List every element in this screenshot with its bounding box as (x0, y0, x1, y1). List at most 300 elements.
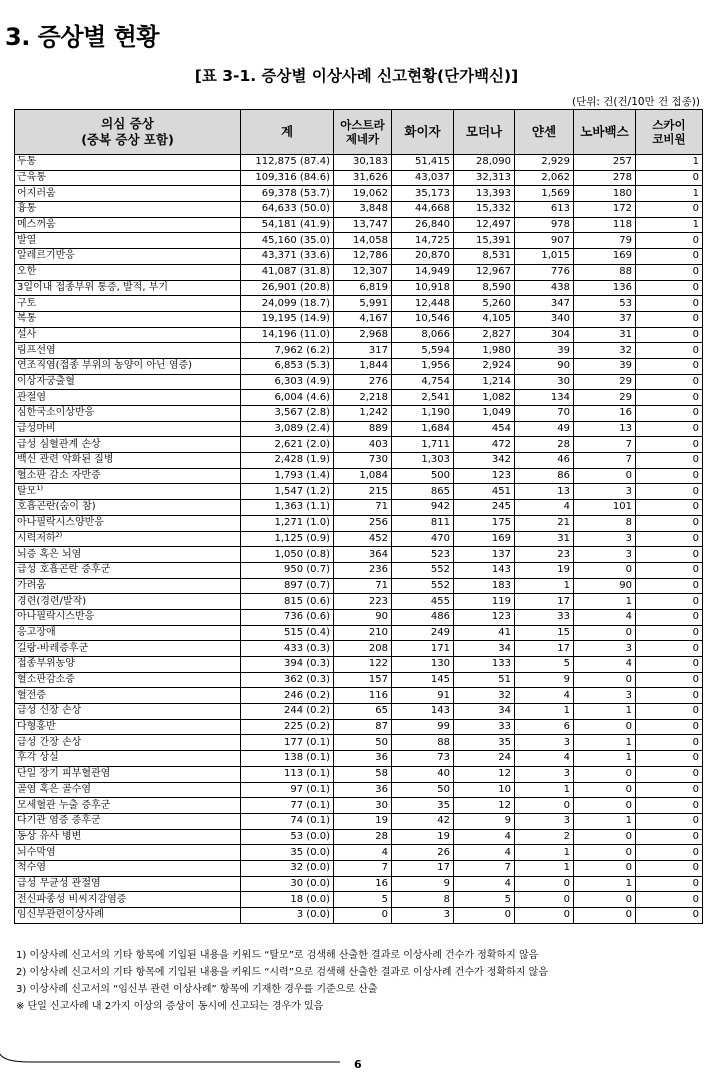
table-row (15, 735, 703, 751)
cell-symptom (15, 186, 241, 202)
cell-novavax: 39 (574, 358, 636, 374)
cell-moderna: 137 (454, 547, 515, 563)
cell-pfizer: 470 (392, 531, 454, 547)
cell-janssen: 70 (515, 406, 574, 422)
cell-astrazeneca: 5 (334, 892, 392, 908)
symptom-label: 뇌증 혹은 뇌염 (17, 548, 82, 560)
cell-pfizer: 12,448 (392, 296, 454, 312)
cell-janssen: 1 (515, 578, 574, 594)
header-total: 계 (241, 110, 334, 155)
symptom-label: 급성 심혈관계 손상 (17, 438, 101, 450)
cell-pfizer: 51,415 (392, 155, 454, 171)
cell-novavax: 1 (574, 751, 636, 767)
cell-janssen: 2 (515, 829, 574, 845)
cell-symptom (15, 782, 241, 798)
table-row (15, 562, 703, 578)
cell-astrazeneca: 4,167 (334, 311, 392, 327)
cell-moderna: 8,590 (454, 280, 515, 296)
footnote-3: 3) 이상사례 신고서의 “임신부 관련 이상사례” 항목에 기재한 경우를 기준으로 산출 (16, 984, 378, 995)
cell-pfizer: 552 (392, 578, 454, 594)
table-row (15, 170, 703, 186)
cell-novavax: 7 (574, 437, 636, 453)
cell-symptom (15, 751, 241, 767)
cell-novavax: 79 (574, 233, 636, 249)
cell-symptom (15, 908, 241, 924)
cell-novavax: 53 (574, 296, 636, 312)
cell-moderna: 34 (454, 704, 515, 720)
symptom-label: 경련(경련/발작) (17, 595, 87, 607)
footnote-2: 2) 이상사례 신고서의 기타 항목에 기입된 내용을 키워드 “시력”으로 검색해 산출한 결과로 이상사례 건수가 정확하지 않음 (16, 967, 548, 978)
cell-janssen: 1,569 (515, 186, 574, 202)
table-row (15, 829, 703, 845)
cell-moderna: 4,105 (454, 311, 515, 327)
cell-moderna: 32,313 (454, 170, 515, 186)
cell-total: 897 (0.7) (241, 578, 334, 594)
cell-pfizer: 2,541 (392, 390, 454, 406)
symptom-label: 어지러움 (17, 187, 56, 199)
cell-pfizer: 50 (392, 782, 454, 798)
cell-total: 177 (0.1) (241, 735, 334, 751)
cell-total: 30 (0.0) (241, 876, 334, 892)
symptom-label: 탈모 (17, 485, 37, 497)
cell-janssen: 31 (515, 531, 574, 547)
table-header-row (15, 110, 703, 155)
cell-symptom (15, 249, 241, 265)
cell-pfizer: 35 (392, 798, 454, 814)
cell-skycovione: 1 (636, 186, 703, 202)
header-skycovione (636, 110, 703, 155)
cell-astrazeneca: 223 (334, 594, 392, 610)
cell-skycovione: 0 (636, 484, 703, 500)
symptom-label: 메스꺼움 (17, 219, 56, 231)
cell-symptom (15, 311, 241, 327)
table-row (15, 155, 703, 171)
table-row (15, 845, 703, 861)
cell-astrazeneca: 1,084 (334, 468, 392, 484)
cell-symptom (15, 704, 241, 720)
cell-janssen: 3 (515, 735, 574, 751)
cell-astrazeneca: 256 (334, 515, 392, 531)
cell-total: 1,271 (1.0) (241, 515, 334, 531)
cell-moderna: 51 (454, 672, 515, 688)
cell-pfizer: 14,949 (392, 264, 454, 280)
cell-skycovione: 0 (636, 688, 703, 704)
cell-janssen: 347 (515, 296, 574, 312)
cell-novavax: 37 (574, 311, 636, 327)
cell-skycovione: 0 (636, 578, 703, 594)
cell-janssen: 19 (515, 562, 574, 578)
cell-janssen: 13 (515, 484, 574, 500)
table-row (15, 390, 703, 406)
table-row (15, 311, 703, 327)
symptom-label: 발열 (17, 234, 37, 246)
cell-moderna: 24 (454, 751, 515, 767)
cell-pfizer: 4,754 (392, 374, 454, 390)
cell-total: 97 (0.1) (241, 782, 334, 798)
cell-pfizer: 35,173 (392, 186, 454, 202)
cell-symptom (15, 202, 241, 218)
footnote-ref: 1) (36, 483, 43, 492)
cell-total: 14,196 (11.0) (241, 327, 334, 343)
cell-novavax: 3 (574, 547, 636, 563)
header-janssen: 얀센 (515, 110, 574, 155)
table-row (15, 892, 703, 908)
cell-janssen: 1,015 (515, 249, 574, 265)
symptom-label: 모세혈관 누출 증후군 (17, 799, 111, 811)
cell-total: 2,621 (2.0) (241, 437, 334, 453)
table-row (15, 343, 703, 359)
table-row (15, 374, 703, 390)
cell-novavax: 16 (574, 406, 636, 422)
cell-symptom (15, 735, 241, 751)
cell-pfizer: 44,668 (392, 202, 454, 218)
cell-pfizer: 5,594 (392, 343, 454, 359)
cell-janssen: 3 (515, 813, 574, 829)
cell-astrazeneca: 364 (334, 547, 392, 563)
cell-pfizer: 523 (392, 547, 454, 563)
cell-astrazeneca: 16 (334, 876, 392, 892)
cell-moderna: 33 (454, 719, 515, 735)
cell-pfizer: 552 (392, 562, 454, 578)
cell-pfizer: 26,840 (392, 217, 454, 233)
cell-novavax: 0 (574, 672, 636, 688)
cell-janssen: 4 (515, 751, 574, 767)
cell-symptom (15, 421, 241, 437)
cell-janssen: 86 (515, 468, 574, 484)
cell-astrazeneca: 122 (334, 657, 392, 673)
header-symptom-line1: 의심 증상 (101, 116, 154, 131)
cell-symptom (15, 343, 241, 359)
cell-skycovione: 0 (636, 170, 703, 186)
cell-total: 112,875 (87.4) (241, 155, 334, 171)
cell-symptom (15, 719, 241, 735)
cell-skycovione: 0 (636, 845, 703, 861)
cell-total: 3 (0.0) (241, 908, 334, 924)
cell-skycovione: 0 (636, 468, 703, 484)
cell-novavax: 7 (574, 453, 636, 469)
cell-skycovione: 0 (636, 358, 703, 374)
cell-moderna: 472 (454, 437, 515, 453)
cell-skycovione: 0 (636, 657, 703, 673)
symptom-table (14, 109, 703, 924)
cell-novavax: 8 (574, 515, 636, 531)
cell-pfizer: 88 (392, 735, 454, 751)
cell-janssen: 134 (515, 390, 574, 406)
cell-symptom (15, 798, 241, 814)
cell-skycovione: 0 (636, 500, 703, 516)
cell-total: 1,793 (1.4) (241, 468, 334, 484)
cell-janssen: 49 (515, 421, 574, 437)
cell-pfizer: 455 (392, 594, 454, 610)
symptom-label: 호흡곤란(숨이 참) (17, 501, 96, 513)
cell-astrazeneca: 452 (334, 531, 392, 547)
cell-symptom (15, 170, 241, 186)
table-row (15, 672, 703, 688)
cell-pfizer: 9 (392, 876, 454, 892)
cell-astrazeneca: 276 (334, 374, 392, 390)
cell-moderna: 4 (454, 876, 515, 892)
cell-astrazeneca: 90 (334, 609, 392, 625)
table-row (15, 264, 703, 280)
cell-moderna: 175 (454, 515, 515, 531)
cell-skycovione: 0 (636, 860, 703, 876)
table-row (15, 657, 703, 673)
cell-astrazeneca: 4 (334, 845, 392, 861)
cell-pfizer: 73 (392, 751, 454, 767)
header-moderna: 모더나 (454, 110, 515, 155)
table-row (15, 468, 703, 484)
cell-astrazeneca: 215 (334, 484, 392, 500)
cell-moderna: 12 (454, 798, 515, 814)
cell-moderna: 143 (454, 562, 515, 578)
cell-novavax: 31 (574, 327, 636, 343)
cell-novavax: 29 (574, 390, 636, 406)
cell-janssen: 438 (515, 280, 574, 296)
cell-pfizer: 500 (392, 468, 454, 484)
cell-skycovione: 0 (636, 562, 703, 578)
cell-astrazeneca: 1,242 (334, 406, 392, 422)
cell-skycovione: 0 (636, 374, 703, 390)
cell-skycovione: 0 (636, 594, 703, 610)
cell-janssen: 17 (515, 594, 574, 610)
symptom-label: 후각 상실 (17, 752, 59, 764)
cell-skycovione: 0 (636, 641, 703, 657)
symptom-label: 시력저하 (17, 532, 56, 544)
table-row (15, 186, 703, 202)
cell-pfizer: 1,711 (392, 437, 454, 453)
cell-total: 138 (0.1) (241, 751, 334, 767)
cell-astrazeneca: 50 (334, 735, 392, 751)
cell-moderna: 12,967 (454, 264, 515, 280)
cell-moderna: 8,531 (454, 249, 515, 265)
cell-moderna: 34 (454, 641, 515, 657)
cell-total: 225 (0.2) (241, 719, 334, 735)
cell-janssen: 21 (515, 515, 574, 531)
table-row (15, 876, 703, 892)
symptom-label: 전신파종성 비씨지감염증 (17, 893, 127, 905)
cell-novavax: 29 (574, 374, 636, 390)
cell-janssen: 0 (515, 798, 574, 814)
cell-janssen: 17 (515, 641, 574, 657)
cell-novavax: 278 (574, 170, 636, 186)
cell-janssen: 2,062 (515, 170, 574, 186)
cell-astrazeneca: 0 (334, 908, 392, 924)
cell-moderna: 13,393 (454, 186, 515, 202)
cell-skycovione: 0 (636, 249, 703, 265)
table-row (15, 798, 703, 814)
cell-janssen: 340 (515, 311, 574, 327)
cell-janssen: 1 (515, 704, 574, 720)
cell-pfizer: 3 (392, 908, 454, 924)
cell-astrazeneca: 210 (334, 625, 392, 641)
cell-total: 19,195 (14.9) (241, 311, 334, 327)
cell-skycovione: 0 (636, 453, 703, 469)
cell-novavax: 0 (574, 845, 636, 861)
symptom-label: 응고장애 (17, 626, 56, 638)
cell-janssen: 90 (515, 358, 574, 374)
symptom-label: 단일 장기 피부혈관염 (17, 768, 111, 780)
cell-symptom (15, 609, 241, 625)
table-row (15, 233, 703, 249)
cell-moderna: 12,497 (454, 217, 515, 233)
cell-total: 109,316 (84.6) (241, 170, 334, 186)
cell-symptom (15, 829, 241, 845)
cell-total: 515 (0.4) (241, 625, 334, 641)
cell-novavax: 1 (574, 876, 636, 892)
symptom-label: 아나필락시스반응 (17, 611, 95, 623)
cell-janssen: 1 (515, 860, 574, 876)
cell-janssen: 0 (515, 892, 574, 908)
cell-total: 2,428 (1.9) (241, 453, 334, 469)
table-row (15, 704, 703, 720)
cell-moderna: 1,049 (454, 406, 515, 422)
cell-janssen: 0 (515, 876, 574, 892)
cell-symptom (15, 625, 241, 641)
cell-pfizer: 1,684 (392, 421, 454, 437)
cell-total: 6,004 (4.6) (241, 390, 334, 406)
cell-novavax: 257 (574, 155, 636, 171)
cell-janssen: 39 (515, 343, 574, 359)
symptom-label: 길랑-바레증후군 (17, 642, 89, 654)
cell-skycovione: 0 (636, 327, 703, 343)
cell-skycovione: 1 (636, 217, 703, 233)
table-row (15, 421, 703, 437)
symptom-label: 흉통 (17, 203, 37, 215)
symptom-label: 급성 무균성 관절염 (17, 877, 101, 889)
cell-skycovione: 0 (636, 908, 703, 924)
cell-total: 815 (0.6) (241, 594, 334, 610)
cell-novavax: 136 (574, 280, 636, 296)
cell-total: 7,962 (6.2) (241, 343, 334, 359)
cell-novavax: 90 (574, 578, 636, 594)
cell-pfizer: 10,546 (392, 311, 454, 327)
cell-pfizer: 20,870 (392, 249, 454, 265)
header-symptom (15, 110, 241, 155)
cell-skycovione: 0 (636, 296, 703, 312)
symptom-label: 혈소판감소증 (17, 674, 75, 686)
cell-moderna: 28,090 (454, 155, 515, 171)
header-skycovione-line2: 코비원 (652, 132, 686, 146)
cell-pfizer: 811 (392, 515, 454, 531)
cell-pfizer: 91 (392, 688, 454, 704)
symptom-label: 두통 (17, 156, 37, 168)
symptom-label: 다형홍반 (17, 721, 56, 733)
cell-pfizer: 42 (392, 813, 454, 829)
cell-skycovione: 0 (636, 531, 703, 547)
table-row (15, 688, 703, 704)
cell-janssen: 4 (515, 500, 574, 516)
cell-pfizer: 10,918 (392, 280, 454, 296)
cell-total: 6,303 (4.9) (241, 374, 334, 390)
cell-novavax: 32 (574, 343, 636, 359)
cell-janssen: 304 (515, 327, 574, 343)
cell-moderna: 1,082 (454, 390, 515, 406)
cell-moderna: 10 (454, 782, 515, 798)
symptom-label: 복통 (17, 313, 37, 325)
cell-skycovione: 0 (636, 343, 703, 359)
cell-moderna: 0 (454, 908, 515, 924)
cell-moderna: 12 (454, 766, 515, 782)
cell-total: 1,363 (1.1) (241, 500, 334, 516)
cell-pfizer: 486 (392, 609, 454, 625)
cell-novavax: 0 (574, 766, 636, 782)
cell-total: 41,087 (31.8) (241, 264, 334, 280)
cell-symptom (15, 766, 241, 782)
cell-moderna: 1,980 (454, 343, 515, 359)
cell-pfizer: 14,725 (392, 233, 454, 249)
cell-janssen: 15 (515, 625, 574, 641)
cell-skycovione: 0 (636, 782, 703, 798)
symptom-label: 구토 (17, 297, 37, 309)
header-astrazeneca (334, 110, 392, 155)
cell-novavax: 0 (574, 562, 636, 578)
cell-symptom (15, 688, 241, 704)
cell-symptom (15, 845, 241, 861)
cell-astrazeneca: 19,062 (334, 186, 392, 202)
symptom-label: 가려움 (17, 579, 46, 591)
table-row (15, 782, 703, 798)
cell-moderna: 451 (454, 484, 515, 500)
cell-astrazeneca: 13,747 (334, 217, 392, 233)
section-title: 3. 증상별 현황 (5, 23, 159, 51)
cell-total: 53 (0.0) (241, 829, 334, 845)
cell-skycovione: 0 (636, 264, 703, 280)
cell-astrazeneca: 36 (334, 782, 392, 798)
table-row (15, 531, 703, 547)
cell-astrazeneca: 36 (334, 751, 392, 767)
cell-janssen: 613 (515, 202, 574, 218)
table-row (15, 202, 703, 218)
cell-pfizer: 43,037 (392, 170, 454, 186)
header-symptom-line2: (중복 증상 포함) (81, 132, 174, 147)
cell-pfizer: 99 (392, 719, 454, 735)
table-row (15, 908, 703, 924)
cell-moderna: 15,332 (454, 202, 515, 218)
table-row (15, 594, 703, 610)
cell-janssen: 5 (515, 657, 574, 673)
cell-symptom (15, 374, 241, 390)
cell-astrazeneca: 58 (334, 766, 392, 782)
table-row (15, 578, 703, 594)
cell-novavax: 0 (574, 468, 636, 484)
cell-moderna: 183 (454, 578, 515, 594)
cell-moderna: 41 (454, 625, 515, 641)
cell-skycovione: 0 (636, 892, 703, 908)
cell-pfizer: 40 (392, 766, 454, 782)
cell-moderna: 2,924 (454, 358, 515, 374)
cell-novavax: 88 (574, 264, 636, 280)
cell-astrazeneca: 65 (334, 704, 392, 720)
cell-total: 18 (0.0) (241, 892, 334, 908)
cell-skycovione: 0 (636, 609, 703, 625)
cell-novavax: 0 (574, 860, 636, 876)
cell-pfizer: 145 (392, 672, 454, 688)
cell-skycovione: 0 (636, 813, 703, 829)
cell-moderna: 5 (454, 892, 515, 908)
cell-astrazeneca: 30,183 (334, 155, 392, 171)
cell-novavax: 172 (574, 202, 636, 218)
table-row (15, 751, 703, 767)
cell-total: 736 (0.6) (241, 609, 334, 625)
cell-astrazeneca: 19 (334, 813, 392, 829)
cell-symptom (15, 437, 241, 453)
cell-pfizer: 8,066 (392, 327, 454, 343)
header-skycovione-line1: 스카이 (652, 118, 686, 132)
cell-janssen: 30 (515, 374, 574, 390)
symptom-label: 관절염 (17, 391, 46, 403)
cell-janssen: 4 (515, 688, 574, 704)
footnotes (16, 947, 548, 1015)
